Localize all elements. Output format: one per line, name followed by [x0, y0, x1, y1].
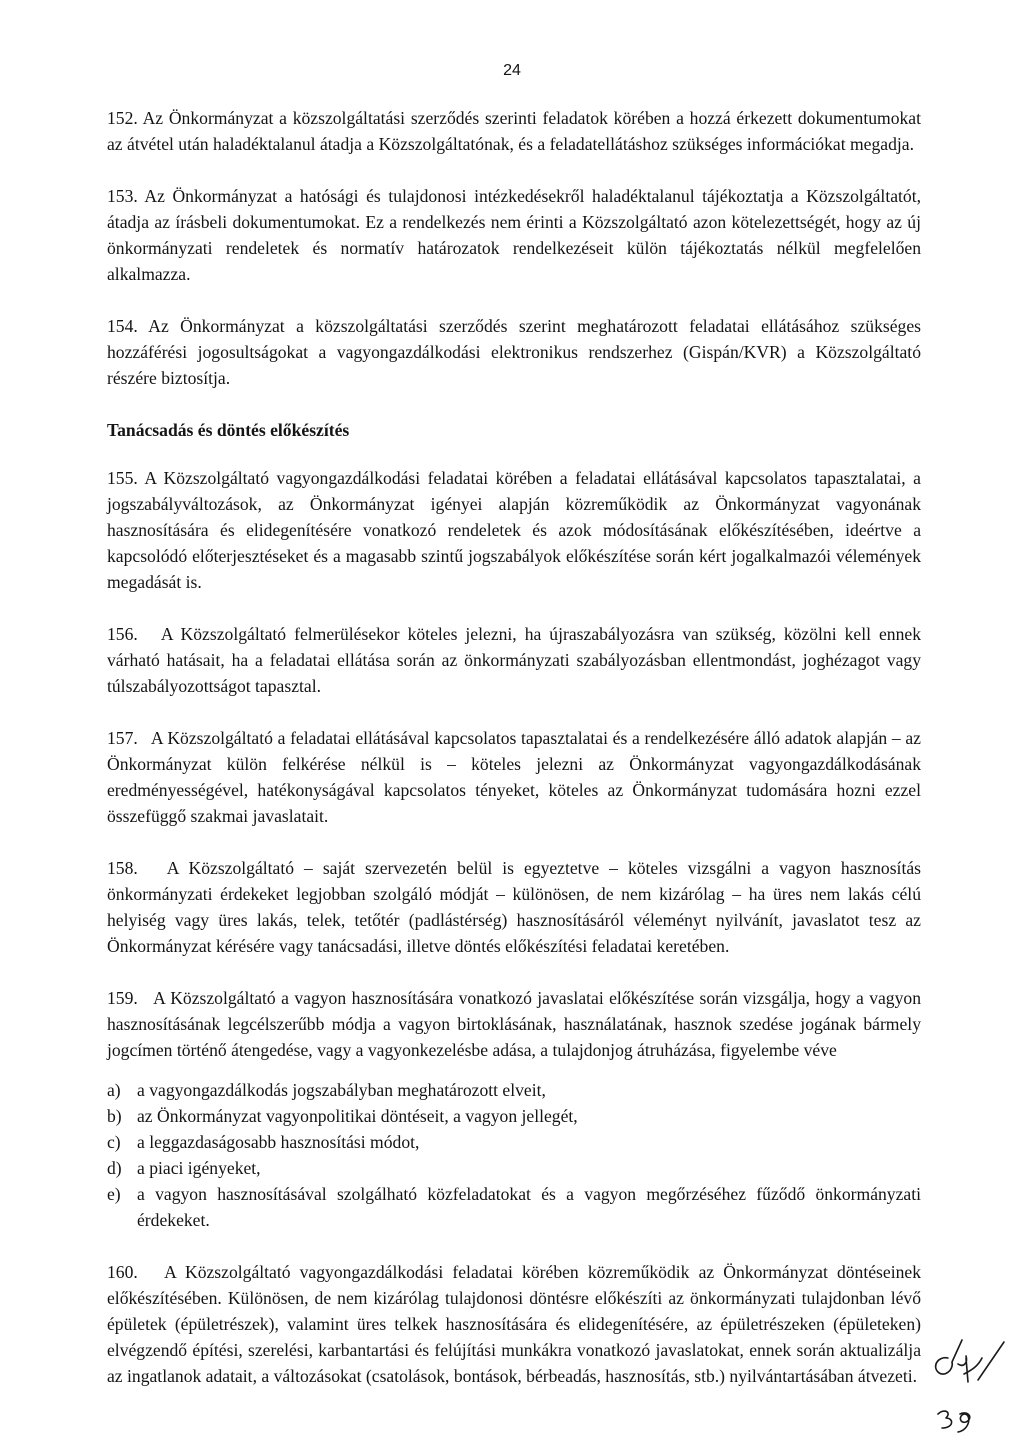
list-item-text: a piaci igényeket, — [137, 1158, 261, 1178]
section-heading: Tanácsadás és döntés előkészítés — [107, 420, 350, 440]
list-marker: e) — [107, 1184, 121, 1204]
paragraph-text: Az Önkormányzat a közszolgáltatási szerződés szerint meghatározott feladatai ellátásához szükséges hozzáférési jogosultságokat a vagyongazdálkodási elektronikus rendszerhez (Gispán/KVR) a Közszolgáltató részére biztosítja. — [107, 316, 921, 388]
list-item-text: az Önkormányzat vagyonpolitikai döntéseit, a vagyon jellegét, — [137, 1106, 578, 1126]
paragraph-155 — [107, 465, 921, 595]
paragraph-text: A Közszolgáltató vagyongazdálkodási feladatai körében a feladatai ellátásával kapcsolatos tapasztalatai, a jogszabályváltozások, az Önkormányzat igényei alapján közreműködik az Önkormányzat vagyonának hasznosítására és elidegenítésére vonatkozó rendeletek és azok módosításának előkészítésében, ideértve a kapcsolódó előterjesztéseket és a magasabb szintű jogszabályok előkészítése során kért jogalkalmazói vélemények megadását is. — [107, 468, 921, 592]
list-marker: a) — [107, 1080, 121, 1100]
paragraph-text: A Közszolgáltató a vagyon hasznosítására vonatkozó javaslatai előkészítése során vizsgálja, hogy a vagyon hasznosításának legcélszerűbb módja a vagyon birtoklásának, használatának, hasznok szedése jogának bármely jogcímen történő átengedése, vagy a vagyonkezelésbe adása, a tulajdonjog átruházása, figyelembe véve — [107, 988, 921, 1060]
list-item-text: a vagyongazdálkodás jogszabályban meghatározott elveit, — [137, 1080, 546, 1100]
handwritten-signature — [918, 1318, 1018, 1438]
paragraph-number: 160. — [107, 1262, 138, 1282]
paragraph-153 — [107, 183, 921, 287]
paragraph-152 — [107, 105, 921, 157]
paragraph-number: 158. — [107, 858, 138, 878]
paragraph-number: 159. — [107, 988, 138, 1008]
paragraph-number: 155. — [107, 468, 138, 488]
list-item-text: a vagyon hasznosításával szolgálható közfeladatokat és a vagyon megőrzéséhez fűződő önkormányzati érdekeket. — [137, 1184, 921, 1230]
list-item — [107, 1077, 921, 1103]
paragraph-154 — [107, 313, 921, 391]
paragraph-158 — [107, 855, 921, 959]
paragraph-number: 154. — [107, 316, 138, 336]
list-item — [107, 1129, 921, 1155]
document-body — [107, 105, 921, 1415]
paragraph-number: 156. — [107, 624, 138, 644]
paragraph-number: 152. — [107, 108, 138, 128]
criteria-list — [107, 1077, 921, 1233]
paragraph-text: A Közszolgáltató – saját szervezetén belül is egyeztetve – köteles vizsgálni a vagyon hasznosítás önkormányzati érdekeket legjobban szolgáló módját – különösen, de nem kizárólag – ha üres nem lakás célú helyiség vagy üres lakás, telek, tetőtér (padlástérség) hasznosításáról véleményt nyilvánít, javaslatot tesz az Önkormányzat kérésére vagy tanácsadási, illetve döntés előkészítési feladatai keretében. — [107, 858, 921, 956]
paragraph-text: A Közszolgáltató felmerülésekor köteles jelezni, ha újraszabályozásra van szükség, közölni kell ennek várható hatásait, ha a feladatai ellátása során az önkormányzati szabályozásban ellentmondást, joghézagot vagy túlszabályozottságot tapasztal. — [107, 624, 921, 696]
list-item — [107, 1181, 921, 1233]
list-item — [107, 1103, 921, 1129]
paragraph-number: 153. — [107, 186, 138, 206]
paragraph-160 — [107, 1259, 921, 1389]
paragraph-157 — [107, 725, 921, 829]
list-item — [107, 1155, 921, 1181]
paragraph-text: A Közszolgáltató a feladatai ellátásával kapcsolatos tapasztalatai és a rendelkezésére álló adatok alapján – az Önkormányzat külön felkérése nélkül is – köteles jelezni az Önkormányzat vagyongazdálkodásának eredményességével, hatékonyságával kapcsolatos tényeket, köteles az Önkormányzat tudomására hozni ezzel összefüggő szakmai javaslatait. — [107, 728, 921, 826]
paragraph-156 — [107, 621, 921, 699]
paragraph-159 — [107, 985, 921, 1063]
paragraph-text: Az Önkormányzat a közszolgáltatási szerződés szerinti feladatok körében a hozzá érkezett dokumentumokat az átvétel után haladéktalanul átadja a Közszolgáltatónak, és a feladatellátáshoz szükséges információkat megadja. — [107, 108, 921, 154]
paragraph-number: 157. — [107, 728, 138, 748]
paragraph-text: Az Önkormányzat a hatósági és tulajdonosi intézkedésekről haladéktalanul tájékoztatja a Közszolgáltatót, átadja az írásbeli dokumentumokat. Ez a rendelkezés nem érinti a Közszolgáltató azon kötelezettségét, hogy az új önkormányzati rendeletek és normatív határozatok rendelkezéseit külön tájékoztatás nélkül megfelelően alkalmazza. — [107, 186, 921, 284]
list-marker: c) — [107, 1132, 121, 1152]
list-marker: d) — [107, 1158, 122, 1178]
paragraph-text: A Közszolgáltató vagyongazdálkodási feladatai körében közreműködik az Önkormányzat döntéseinek előkészítésében. Különösen, de nem kizárólag tulajdonosi döntésre előkészíti az önkormányzati tulajdonban lévő épületek (épületrészek), valamint üres telkek hasznosítására és elidegenítésére, az épületrészeken (épületeken) elvégzendő építési, szerelési, karbantartási és felújítási munkákra vonatkozó javaslatokat, ennek során aktualizálja az ingatlanok adatait, a változásokat (csatolások, bontások, bérbeadás, hasznosítás, stb.) nyilvántartásában átvezeti. — [107, 1262, 921, 1386]
page-number: 24 — [503, 62, 521, 79]
list-item-text: a leggazdaságosabb hasznosítási módot, — [137, 1132, 420, 1152]
list-marker: b) — [107, 1106, 122, 1126]
